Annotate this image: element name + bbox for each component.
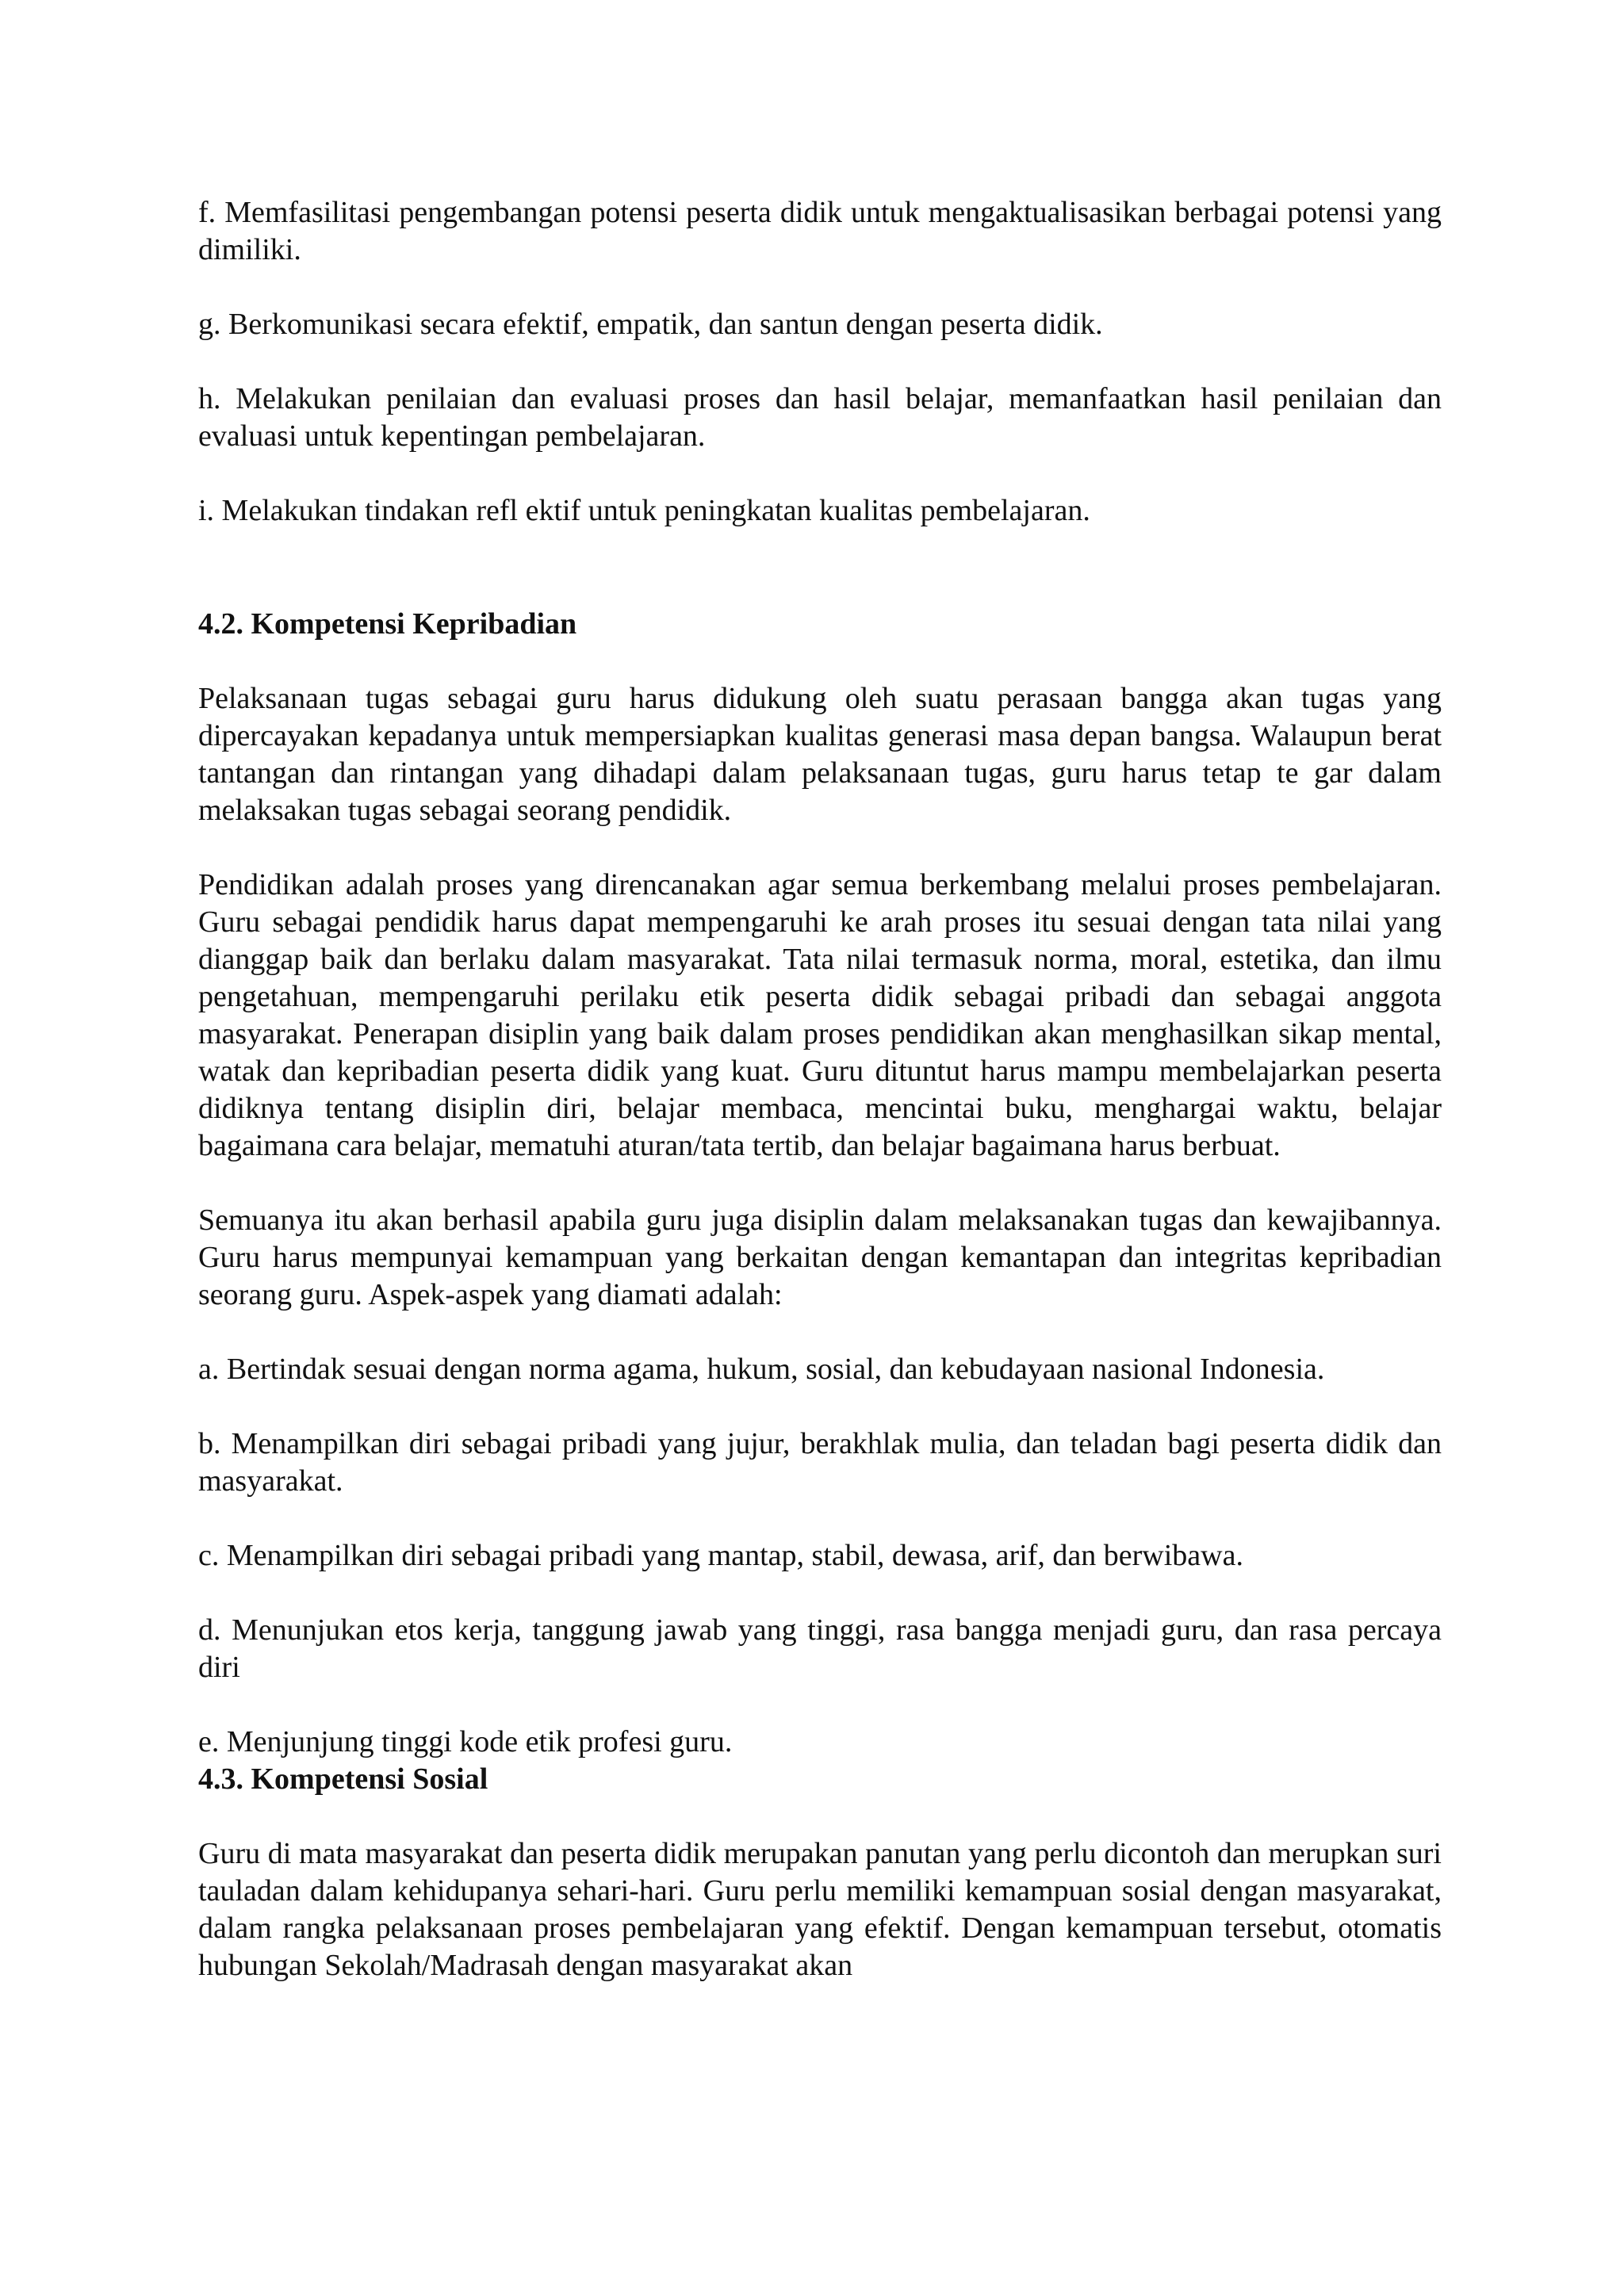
paragraph-sosial-1: Guru di mata masyarakat dan peserta didik merupakan panutan yang perlu dicontoh dan merupkan suri tauladan dalam kehidupanya sehari-hari. Guru perlu memiliki kemampuan sosial dengan masyarakat, dalam rangka pelaksanaan proses pembelajaran yang efektif. Dengan kemampuan tersebut, otomatis hubungan Sekolah/Madrasah dengan masyarakat akan	[198, 1837, 1442, 1982]
paragraph-kepribadian-3: Semuanya itu akan berhasil apabila guru juga disiplin dalam melaksanakan tugas dan kewajibannya. Guru harus mempunyai kemampuan yang berkaitan dengan kemantapan dan integritas kepribadian seorang guru. Aspek-aspek yang diamati adalah:	[198, 1203, 1442, 1311]
item-i: i. Melakukan tindakan refl ektif untuk peningkatan kualitas pembelajaran.	[198, 494, 1090, 527]
item-d: d. Menunjukan etos kerja, tanggung jawab yang tinggi, rasa bangga menjadi guru, dan rasa percaya diri	[198, 1613, 1442, 1684]
item-a: a. Bertindak sesuai dengan norma agama, hukum, sosial, dan kebudayaan nasional Indonesia.	[198, 1353, 1325, 1386]
item-h: h. Melakukan penilaian dan evaluasi proses dan hasil belajar, memanfaatkan hasil penilaian dan evaluasi untuk kepentingan pembelajaran.	[198, 382, 1442, 453]
item-c: c. Menampilkan diri sebagai pribadi yang mantap, stabil, dewasa, arif, dan berwibawa.	[198, 1539, 1243, 1572]
heading-kompetensi-sosial: 4.3. Kompetensi Sosial	[198, 1762, 488, 1796]
item-f: f. Memfasilitasi pengembangan potensi peserta didik untuk mengaktualisasikan berbagai potensi yang dimiliki.	[198, 196, 1442, 266]
item-g: g. Berkomunikasi secara efektif, empatik, dan santun dengan peserta didik.	[198, 308, 1103, 341]
paragraph-kepribadian-1: Pelaksanaan tugas sebagai guru harus didukung oleh suatu perasaan bangga akan tugas yang dipercayakan kepadanya untuk mempersiapkan kualitas generasi masa depan bangsa. Walaupun berat tantangan dan rintangan yang dihadapi dalam pelaksanaan tugas, guru harus tetap te gar dalam melaksakan tugas sebagai seorang pendidik.	[198, 682, 1442, 827]
item-e: e. Menjunjung tinggi kode etik profesi guru.	[198, 1725, 733, 1758]
item-b: b. Menampilkan diri sebagai pribadi yang jujur, berakhlak mulia, dan teladan bagi peserta didik dan masyarakat.	[198, 1427, 1442, 1498]
heading-kompetensi-kepribadian: 4.2. Kompetensi Kepribadian	[198, 607, 577, 641]
paragraph-kepribadian-2: Pendidikan adalah proses yang direncanakan agar semua berkembang melalui proses pembelajaran. Guru sebagai pendidik harus dapat mempengaruhi ke arah proses itu sesuai dengan tata nilai yang dianggap baik dan berlaku dalam masyarakat. Tata nilai termasuk norma, moral, estetika, dan ilmu pengetahuan, mempengaruhi perilaku etik peserta didik sebagai pribadi dan sebagai anggota masyarakat. Penerapan disiplin yang baik dalam proses pendidikan akan menghasilkan sikap mental, watak dan kepribadian peserta didik yang kuat. Guru dituntut harus mampu membelajarkan peserta didiknya tentang disiplin diri, belajar membaca, mencintai buku, menghargai waktu, belajar bagaimana cara belajar, mematuhi aturan/tata tertib, dan belajar bagaimana harus berbuat.	[198, 868, 1442, 1162]
document-page	[198, 194, 1442, 1984]
